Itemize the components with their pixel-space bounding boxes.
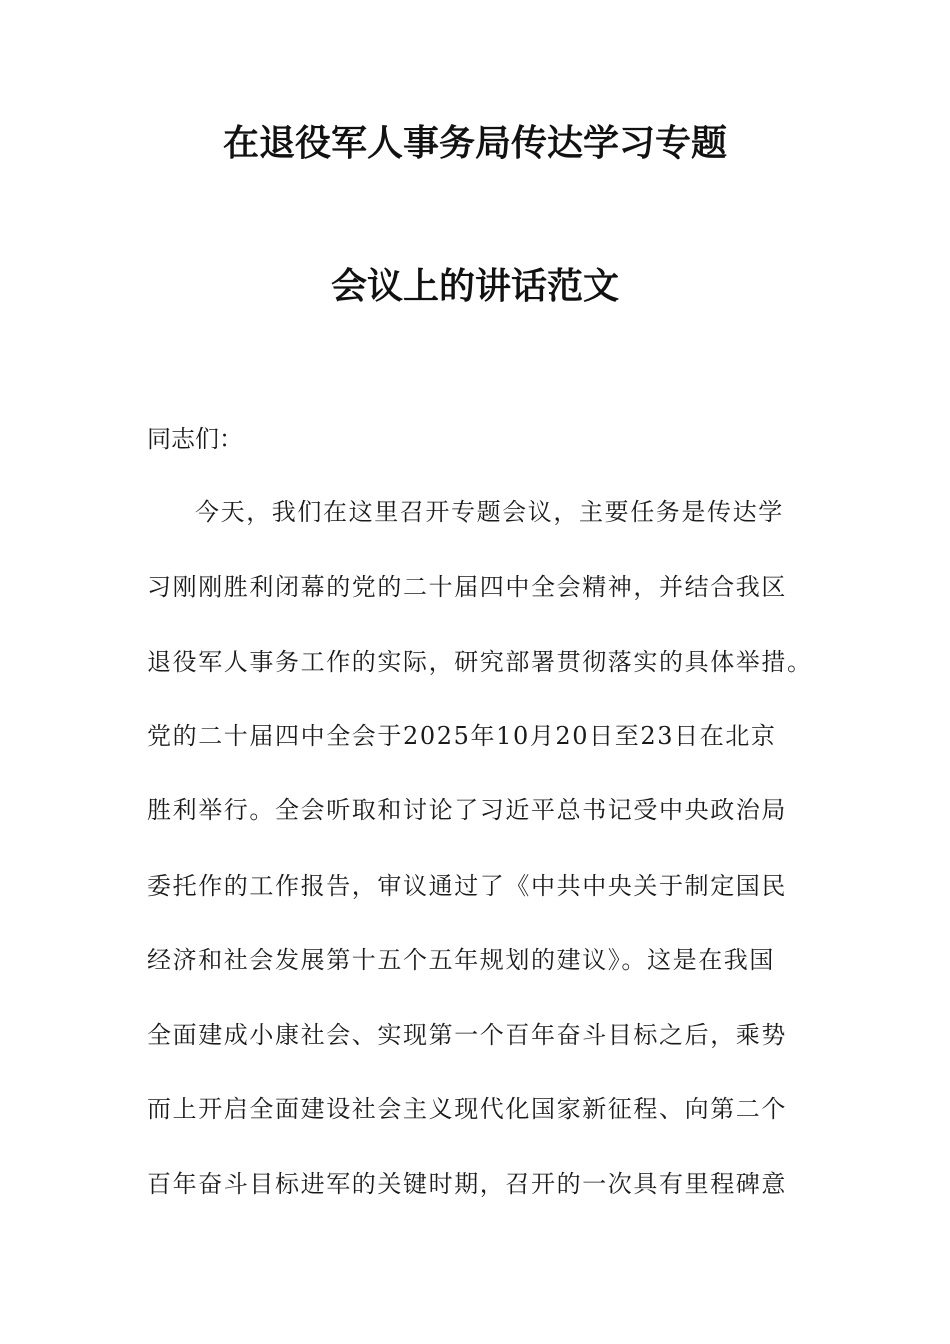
salutation: 同志们： bbox=[147, 425, 243, 453]
paragraph-line: 胜利举行。全会听取和讨论了习近平总书记受中央政治局 bbox=[147, 796, 787, 824]
paragraph-line: 习刚刚胜利闭幕的党的二十届四中全会精神，并结合我区 bbox=[147, 573, 787, 601]
document-title-line-2: 会议上的讲话范文 bbox=[330, 266, 619, 307]
document-title-line-1: 在退役军人事务局传达学习专题 bbox=[222, 123, 727, 164]
paragraph-line: 百年奋斗目标进军的关键时期，召开的一次具有里程碑意 bbox=[147, 1170, 787, 1198]
paragraph-line: 党的二十届四中全会于2025年10月20日至23日在北京 bbox=[147, 722, 777, 750]
paragraph-line: 委托作的工作报告，审议通过了《中共中央关于制定国民 bbox=[147, 872, 787, 900]
paragraph-line: 而上开启全面建设社会主义现代化国家新征程、向第二个 bbox=[147, 1095, 787, 1123]
paragraph-line: 经济和社会发展第十五个五年规划的建议》。这是在我国 bbox=[147, 946, 775, 974]
paragraph-line: 今天，我们在这里召开专题会议，主要任务是传达学 bbox=[195, 498, 784, 526]
paragraph-line: 退役军人事务工作的实际，研究部署贯彻落实的具体举措。 bbox=[147, 648, 813, 676]
paragraph-line: 全面建成小康社会、实现第一个百年奋斗目标之后，乘势 bbox=[147, 1021, 787, 1049]
